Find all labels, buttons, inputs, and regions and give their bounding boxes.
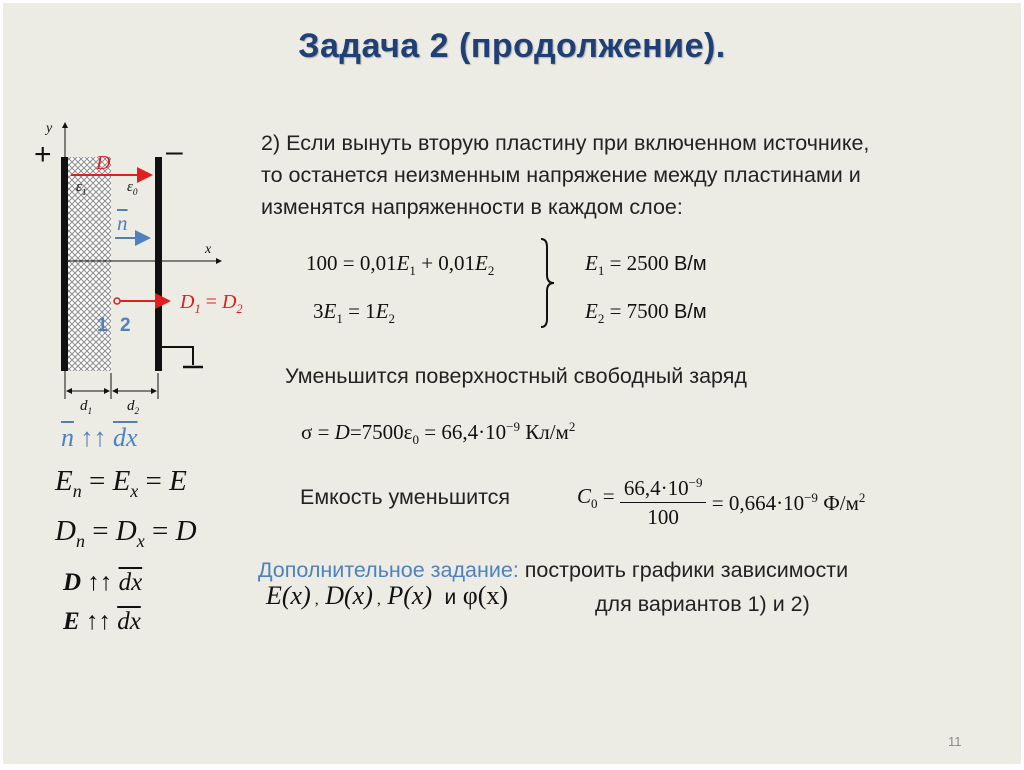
- extra-task-line: Дополнительное задание: построить графики зависимости: [258, 558, 849, 582]
- system-equation-1: $100 = 0,01E_1 + 0,01E_2$: [306, 251, 495, 279]
- relation-dn: $D_n = D_x = D$: [55, 515, 197, 551]
- relation-n-dx: $\overline{n}$ ↑↑ $\overline{dx}$: [61, 423, 138, 452]
- result-e1: $E_1 = 2500$ В/м: [585, 251, 707, 279]
- result-e2: $E_2 = 7500$ В/м: [585, 299, 707, 327]
- right-plate: [155, 157, 162, 371]
- charge-formula: $\sigma = D=7500\varepsilon_0 = 66,4\cdot 10^{-9}$ $Кл/м^2$: [301, 419, 576, 448]
- capacity-text: Емкость уменьшится: [300, 485, 511, 509]
- relation-e-dx: E ↑↑ $\overline{dx}$: [63, 608, 141, 635]
- capacity-formula: $C_0$ = $\frac{66,4\cdot 10^{-9}}{100}$ = $0,664\cdot 10^{-9}$ $Ф/м^2$: [577, 469, 865, 531]
- capacity-fraction: $\frac{66,4\cdot 10^{-9}}{100}$: [620, 469, 707, 531]
- label-d1-d2: $D_1 = D_2$: [180, 291, 243, 316]
- system-equation-2: $3E_1 = 1E_2$: [313, 299, 396, 327]
- minus-sign: –: [166, 135, 183, 168]
- ground-wire: [162, 347, 193, 365]
- x-axis-label: x: [205, 242, 212, 257]
- relation-en: $E_n = E_x = E$: [55, 465, 187, 501]
- y-axis-label: y: [46, 121, 53, 136]
- region-1-label: 1: [97, 315, 108, 336]
- plus-sign: +: [34, 138, 52, 171]
- region-2-label: 2: [120, 315, 131, 336]
- dielectric-layer: [65, 157, 111, 371]
- page-number: 11: [948, 734, 962, 749]
- label-eps1: $\varepsilon_1$: [76, 179, 87, 198]
- label-eps0: $\varepsilon_0$: [127, 179, 138, 198]
- extra-task-label: Дополнительное задание:: [258, 558, 519, 582]
- slide: [3, 3, 1021, 764]
- label-n: $\overline{n}$: [117, 211, 128, 235]
- label-d: D: [96, 152, 111, 174]
- slide-title: Задача 2 (продолжение).: [298, 27, 726, 65]
- problem-text-line-1: 2) Если вынуть вторую пластину при включенном источнике,: [261, 131, 870, 155]
- left-plate: [61, 157, 68, 371]
- label-d2: $d_2$: [127, 398, 140, 417]
- relation-d-dx: D ↑↑ $\overline{dx}$: [63, 569, 143, 596]
- label-d1: $d_1$: [80, 398, 93, 417]
- problem-text: [261, 127, 869, 223]
- charge-text: Уменьшится поверхностный свободный заряд: [285, 364, 747, 388]
- system-brace: [539, 237, 559, 329]
- boundary-dot: [114, 298, 120, 304]
- problem-text-line-3: изменятся напряженности в каждом слое:: [261, 195, 683, 219]
- extra-task-functions: E(x) , D(x) , P(x) и φ(x): [266, 581, 509, 610]
- extra-task-tail: для вариантов 1) и 2): [595, 592, 810, 616]
- problem-text-line-2: то останется неизменным напряжение между пластинами и: [261, 163, 861, 187]
